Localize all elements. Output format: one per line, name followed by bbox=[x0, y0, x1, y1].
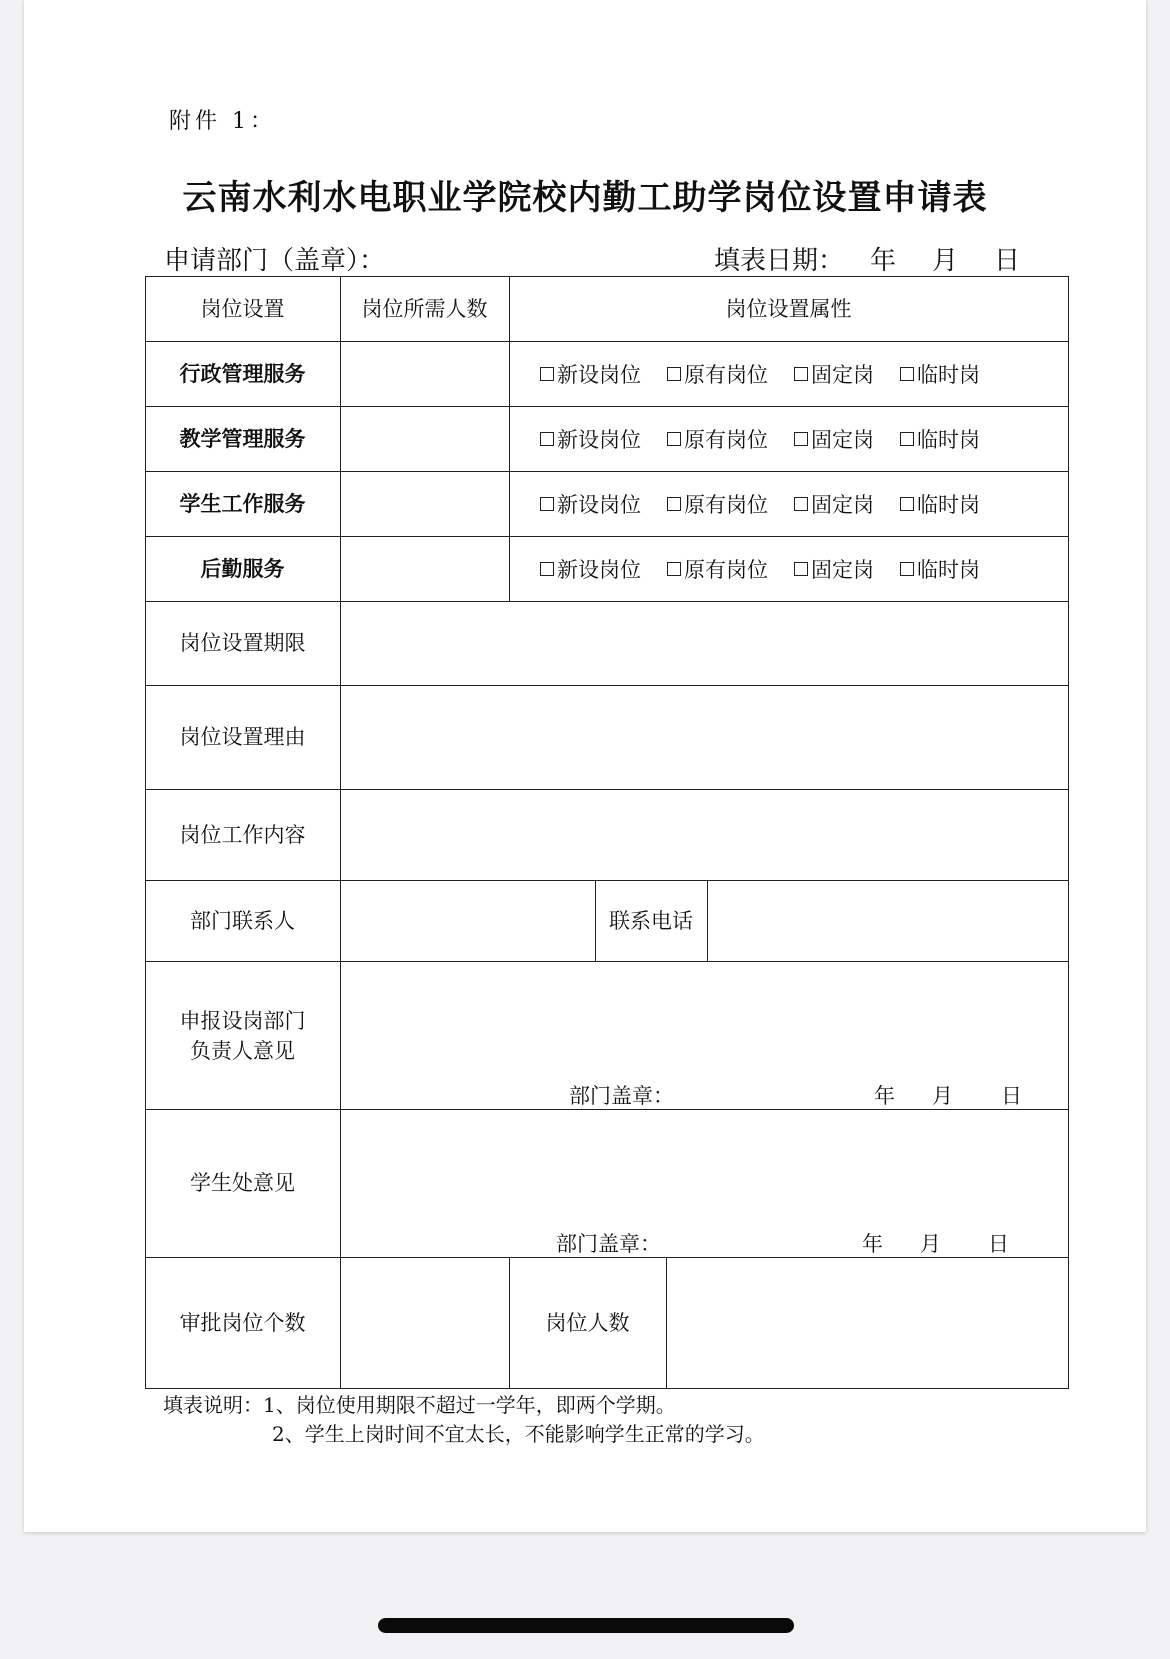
fill-date-month: 月 bbox=[932, 246, 959, 276]
option-fixed-post[interactable] bbox=[794, 554, 874, 584]
student-office-label: 学生处意见 bbox=[190, 1171, 295, 1195]
date-month: 月 bbox=[932, 1084, 953, 1108]
date-day: 日 bbox=[988, 1232, 1009, 1256]
checkbox-icon[interactable] bbox=[667, 497, 681, 511]
fill-date-year: 年 bbox=[870, 246, 897, 276]
attribute-options bbox=[540, 406, 1070, 471]
post-people-label: 岗位人数 bbox=[545, 1310, 630, 1335]
approved-count-label: 审批岗位个数 bbox=[179, 1310, 306, 1335]
option-label: 固定岗 bbox=[811, 362, 874, 387]
checkbox-icon[interactable] bbox=[667, 432, 681, 446]
option-label: 固定岗 bbox=[811, 427, 874, 452]
attribute-options bbox=[540, 536, 1070, 601]
table-rule bbox=[145, 1388, 1069, 1389]
checkbox-icon[interactable] bbox=[900, 432, 914, 446]
option-label: 临时岗 bbox=[917, 492, 980, 517]
contact-person-label: 部门联系人 bbox=[190, 908, 295, 933]
apply-department-label: 申请部门（盖章）： bbox=[164, 246, 386, 276]
fill-date bbox=[714, 240, 1020, 277]
option-new-post[interactable] bbox=[540, 489, 641, 519]
option-new-post[interactable] bbox=[540, 554, 641, 584]
option-label: 原有岗位 bbox=[684, 492, 768, 517]
fill-date-day: 日 bbox=[994, 246, 1021, 276]
option-fixed-post[interactable] bbox=[794, 489, 874, 519]
option-label: 临时岗 bbox=[917, 557, 980, 582]
post-row-logistics: 后勤服务 bbox=[200, 556, 285, 581]
option-label: 新设岗位 bbox=[557, 362, 641, 387]
option-label: 原有岗位 bbox=[684, 427, 768, 452]
post-row-teaching: 教学管理服务 bbox=[179, 426, 306, 451]
checkbox-icon[interactable] bbox=[540, 562, 554, 576]
option-label: 固定岗 bbox=[811, 557, 874, 582]
form-title: 云南水利水电职业学院校内勤工助学岗位设置申请表 bbox=[182, 178, 988, 218]
instruction-line-2: 2、学生上岗时间不宜太长，不能影响学生正常的学习。 bbox=[272, 1422, 765, 1446]
checkbox-icon[interactable] bbox=[794, 432, 808, 446]
post-row-admin: 行政管理服务 bbox=[179, 361, 306, 386]
option-existing-post[interactable] bbox=[667, 424, 768, 454]
post-row-student-work: 学生工作服务 bbox=[179, 491, 306, 516]
attribute-options bbox=[540, 471, 1070, 536]
option-existing-post[interactable] bbox=[667, 489, 768, 519]
checkbox-icon[interactable] bbox=[900, 367, 914, 381]
fill-instructions bbox=[163, 1391, 765, 1449]
option-fixed-post[interactable] bbox=[794, 359, 874, 389]
document-page bbox=[24, 0, 1146, 1532]
student-office-seal-label: 部门盖章： bbox=[556, 1232, 661, 1256]
option-existing-post[interactable] bbox=[667, 359, 768, 389]
dept-opinion-label bbox=[145, 961, 340, 1109]
table-rule bbox=[340, 276, 341, 1389]
option-label: 临时岗 bbox=[917, 362, 980, 387]
option-new-post[interactable] bbox=[540, 424, 641, 454]
checkbox-icon[interactable] bbox=[900, 497, 914, 511]
option-label: 固定岗 bbox=[811, 492, 874, 517]
contact-phone-label: 联系电话 bbox=[609, 908, 693, 933]
header-post-setting: 岗位设置 bbox=[200, 296, 285, 321]
instruction-line-1: 填表说明：1、岗位使用期限不超过一学年，即两个学期。 bbox=[163, 1393, 676, 1417]
checkbox-icon[interactable] bbox=[540, 497, 554, 511]
option-label: 原有岗位 bbox=[684, 362, 768, 387]
checkbox-icon[interactable] bbox=[794, 367, 808, 381]
dept-seal-label: 部门盖章： bbox=[569, 1084, 674, 1108]
reason-label: 岗位设置理由 bbox=[179, 725, 306, 749]
option-temporary-post[interactable] bbox=[900, 554, 980, 584]
checkbox-icon[interactable] bbox=[794, 497, 808, 511]
attachment-label: 附件 1： bbox=[169, 109, 276, 134]
header-post-attribute: 岗位设置属性 bbox=[725, 296, 852, 321]
option-temporary-post[interactable] bbox=[900, 489, 980, 519]
dept-opinion-label-line1: 申报设岗部门 bbox=[179, 1009, 306, 1033]
header-people-needed: 岗位所需人数 bbox=[361, 296, 488, 321]
date-day: 日 bbox=[1001, 1084, 1022, 1108]
work-content-label: 岗位工作内容 bbox=[179, 822, 306, 847]
table-rule bbox=[666, 1257, 667, 1389]
date-year: 年 bbox=[874, 1084, 895, 1108]
option-temporary-post[interactable] bbox=[900, 359, 980, 389]
checkbox-icon[interactable] bbox=[794, 562, 808, 576]
fill-date-label: 填表日期： bbox=[714, 246, 845, 276]
option-label: 原有岗位 bbox=[684, 557, 768, 582]
checkbox-icon[interactable] bbox=[540, 367, 554, 381]
option-existing-post[interactable] bbox=[667, 554, 768, 584]
period-label: 岗位设置期限 bbox=[179, 631, 306, 655]
date-month: 月 bbox=[920, 1232, 941, 1256]
dept-opinion-label-line2: 负责人意见 bbox=[190, 1039, 295, 1063]
checkbox-icon[interactable] bbox=[667, 367, 681, 381]
date-year: 年 bbox=[862, 1232, 883, 1256]
option-new-post[interactable] bbox=[540, 359, 641, 389]
option-label: 新设岗位 bbox=[557, 557, 641, 582]
checkbox-icon[interactable] bbox=[540, 432, 554, 446]
option-temporary-post[interactable] bbox=[900, 424, 980, 454]
checkbox-icon[interactable] bbox=[667, 562, 681, 576]
option-fixed-post[interactable] bbox=[794, 424, 874, 454]
option-label: 新设岗位 bbox=[557, 427, 641, 452]
option-label: 临时岗 bbox=[917, 427, 980, 452]
option-label: 新设岗位 bbox=[557, 492, 641, 517]
checkbox-icon[interactable] bbox=[900, 562, 914, 576]
attribute-options bbox=[540, 341, 1070, 406]
table-rule bbox=[707, 880, 708, 962]
home-indicator[interactable] bbox=[378, 1618, 794, 1633]
